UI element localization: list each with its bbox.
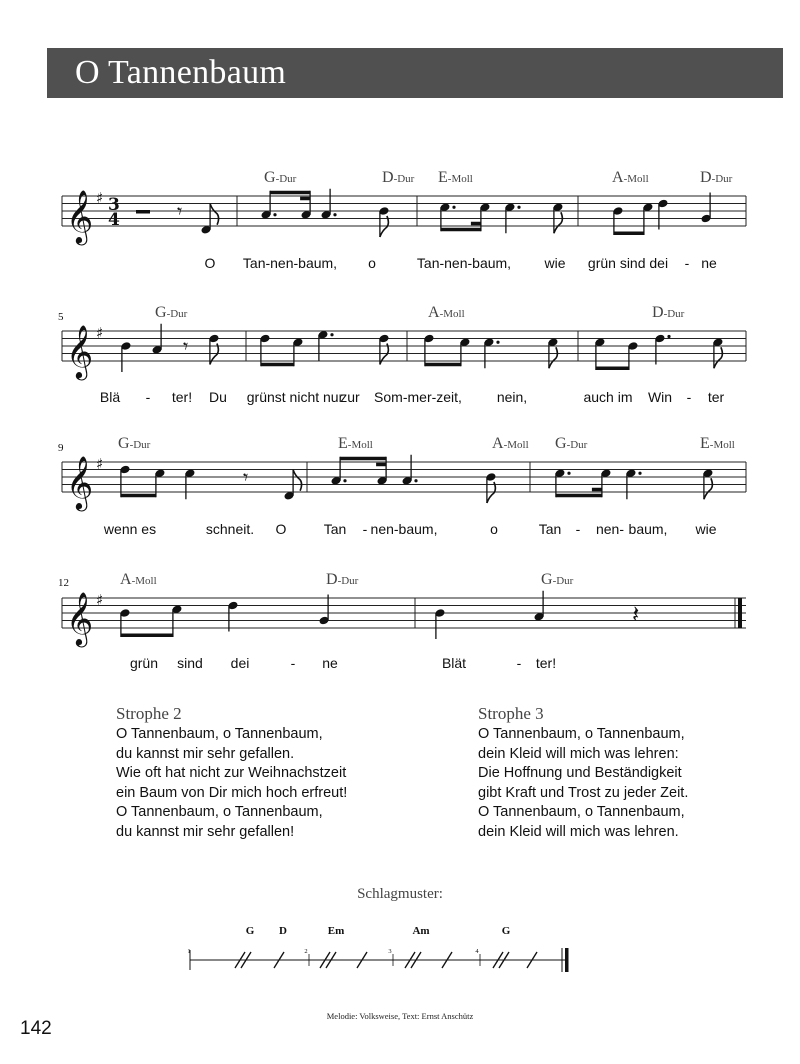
lyric-syllable: Tan: [323, 521, 347, 537]
note-dot: [414, 479, 417, 482]
lyric-syllable: -: [575, 521, 581, 537]
lyric-syllable: Tan: [538, 521, 562, 537]
measure-number: 12: [58, 577, 69, 589]
verse-heading: Strophe 2: [116, 704, 182, 723]
key-signature-sharp: ♯: [96, 324, 104, 342]
lyric-syllable: -: [145, 389, 151, 405]
strum-beat-number: 1: [187, 948, 191, 955]
lyric-syllable: o: [368, 255, 376, 271]
staff-system: [58, 571, 746, 671]
staff-system: [62, 169, 746, 271]
verse-line: dein Kleid will mich was lehren.: [478, 823, 679, 840]
time-signature-top: 3: [108, 195, 120, 215]
final-barline: [738, 598, 742, 628]
verse-line: ein Baum von Dir mich hoch erfreut!: [116, 784, 348, 801]
lyric-syllable: Tan-nen-baum,: [242, 255, 338, 271]
key-signature-sharp: ♯: [96, 455, 104, 473]
lyric-syllable: ter!: [535, 655, 557, 671]
treble-clef-icon: 𝄞: [66, 189, 94, 243]
note-beam: [261, 363, 294, 367]
note-beam: [556, 494, 602, 498]
chord-symbol: A-Moll: [492, 435, 529, 452]
note-beam: [441, 228, 481, 232]
verse-3: [478, 704, 688, 842]
note-dot: [333, 213, 336, 216]
chord-symbol: D-Dur: [652, 304, 685, 321]
strum-chord-label: G: [501, 925, 511, 937]
lyric-syllable: -: [362, 521, 368, 537]
note-beam-secondary: [376, 463, 386, 467]
lyric-syllable: grünst nicht nur: [246, 389, 344, 405]
verse-line: O Tannenbaum, o Tannenbaum,: [478, 726, 685, 742]
lyric-syllable: wie: [695, 521, 717, 537]
verse-line: O Tannenbaum, o Tannenbaum,: [116, 726, 323, 742]
note-beam: [121, 634, 173, 638]
chord-symbol: D-Dur: [700, 169, 733, 186]
staff-system: [58, 304, 746, 405]
lyric-syllable: baum,: [628, 521, 668, 537]
lyric-syllable: Som-mer-zeit,: [374, 389, 462, 405]
lyric-syllable: Du: [209, 389, 227, 405]
note-flag: [714, 347, 723, 368]
lyric-syllable: grün: [129, 655, 159, 671]
lyric-syllable: dei: [230, 655, 250, 671]
key-signature-sharp: ♯: [96, 189, 104, 207]
chord-symbol: E-Moll: [438, 169, 473, 186]
note-flag: [704, 478, 713, 499]
chord-symbol: G-Dur: [155, 304, 188, 321]
eighth-rest: 𝄾: [243, 465, 249, 489]
note-beam: [614, 232, 644, 236]
note-dot: [517, 206, 520, 209]
strum-beat-number: 2: [304, 948, 308, 955]
strum-chord-label: G: [245, 925, 255, 937]
strum-pattern: [0, 920, 800, 980]
verse-line: gibt Kraft und Trost zu jeder Zeit.: [478, 784, 689, 801]
strum-final-bar: [565, 948, 569, 972]
lyric-syllable: -: [290, 655, 296, 671]
note-flag: [293, 470, 302, 491]
verse-line: dein Kleid will mich was lehren:: [478, 745, 679, 762]
treble-clef-icon: 𝄞: [66, 455, 94, 509]
credit-line: Melodie: Volksweise, Text: Ernst Anschütz: [326, 1011, 474, 1021]
lyric-syllable: grün sind dei: [587, 255, 669, 271]
note-dot: [638, 472, 641, 475]
verse-line: du kannst mir sehr gefallen!: [116, 823, 295, 840]
lyric-syllable: schneit.: [205, 521, 255, 537]
note-beam-secondary: [471, 222, 481, 226]
note-beam-secondary: [300, 197, 310, 201]
lyric-syllable: o: [490, 521, 498, 537]
note-beam: [121, 494, 156, 498]
lyric-syllable: zur: [340, 389, 360, 405]
strum-pattern-label: Schlagmuster:: [357, 886, 443, 902]
note-beam: [596, 367, 629, 371]
lyric-syllable: nen-: [595, 521, 625, 537]
half-rest: [136, 210, 150, 214]
chord-symbol: A-Moll: [120, 571, 157, 588]
chord-symbol: A-Moll: [612, 169, 649, 186]
note-dot: [452, 206, 455, 209]
strum-beat-number: 3: [388, 948, 392, 955]
eighth-rest: 𝄾: [177, 199, 183, 223]
lyric-syllable: -: [684, 255, 690, 271]
eighth-rest: 𝄾: [183, 334, 189, 358]
note-beam: [340, 457, 386, 461]
lyric-syllable: O: [275, 521, 287, 537]
time-signature-bottom: 4: [108, 210, 120, 230]
staff-system: [58, 435, 746, 537]
chord-symbol: G-Dur: [541, 571, 574, 588]
verse-2: [116, 704, 347, 842]
lyric-syllable: wie: [544, 255, 566, 271]
treble-clef-icon: 𝄞: [66, 324, 94, 378]
lyric-syllable: ne: [322, 655, 338, 671]
lyric-syllable: sind: [177, 655, 203, 671]
chord-symbol: A-Moll: [428, 304, 465, 321]
note-flag: [554, 212, 563, 233]
lyric-syllable: -: [516, 655, 522, 671]
chord-symbol: E-Moll: [338, 435, 373, 452]
lyric-syllable: O: [204, 255, 216, 271]
note-flag: [210, 204, 219, 225]
note-dot: [567, 472, 570, 475]
lyric-syllable: ne: [701, 255, 717, 271]
strum-beat-number: 4: [475, 948, 479, 955]
note-dot: [496, 341, 499, 344]
chord-symbol: D-Dur: [326, 571, 359, 588]
verse-line: O Tannenbaum, o Tannenbaum,: [478, 804, 685, 820]
verse-line: O Tannenbaum, o Tannenbaum,: [116, 804, 323, 820]
lyric-syllable: -: [686, 389, 692, 405]
note-beam: [425, 363, 461, 367]
lyric-syllable: ter!: [171, 389, 193, 405]
verse-line: Wie oft hat nicht zur Weihnachstzeit: [116, 765, 347, 781]
chord-symbol: E-Moll: [700, 435, 735, 452]
lyric-syllable: Tan-nen-baum,: [416, 255, 512, 271]
note-dot: [667, 335, 670, 338]
chord-symbol: D-Dur: [382, 169, 415, 186]
note-dot: [273, 213, 276, 216]
lyric-syllable: ter: [707, 389, 725, 405]
chord-symbol: G-Dur: [555, 435, 588, 452]
lyric-syllable: auch im: [583, 389, 633, 405]
note-beam-secondary: [592, 488, 602, 492]
lyric-syllable: nen-baum,: [370, 521, 438, 537]
treble-clef-icon: 𝄞: [66, 591, 94, 645]
note-dot: [343, 479, 346, 482]
lyric-syllable: Win: [647, 389, 673, 405]
key-signature-sharp: ♯: [96, 591, 104, 609]
measure-number: 5: [58, 311, 64, 323]
note-flag: [549, 347, 558, 368]
quarter-rest: 𝄽: [632, 600, 640, 628]
verse-line: du kannst mir sehr gefallen.: [116, 745, 295, 762]
measure-number: 9: [58, 442, 64, 454]
verse-line: Die Hoffnung und Beständigkeit: [478, 765, 682, 781]
chord-symbol: G-Dur: [118, 435, 151, 452]
verse-heading: Strophe 3: [478, 704, 544, 723]
song-title: O Tannenbaum: [75, 54, 287, 91]
lyric-syllable: Blät: [441, 655, 467, 671]
note-beam: [270, 191, 310, 195]
strum-chord-label: D: [279, 925, 287, 937]
lyric-syllable: Blä: [99, 389, 121, 405]
strum-chord-label: Em: [327, 925, 345, 937]
chord-symbol: G-Dur: [264, 169, 297, 186]
lyric-syllable: wenn es: [103, 521, 157, 537]
lyric-syllable: nein,: [496, 389, 528, 405]
note-dot: [330, 333, 333, 336]
page-number: 142: [20, 1018, 52, 1039]
strum-chord-label: Am: [412, 925, 430, 937]
